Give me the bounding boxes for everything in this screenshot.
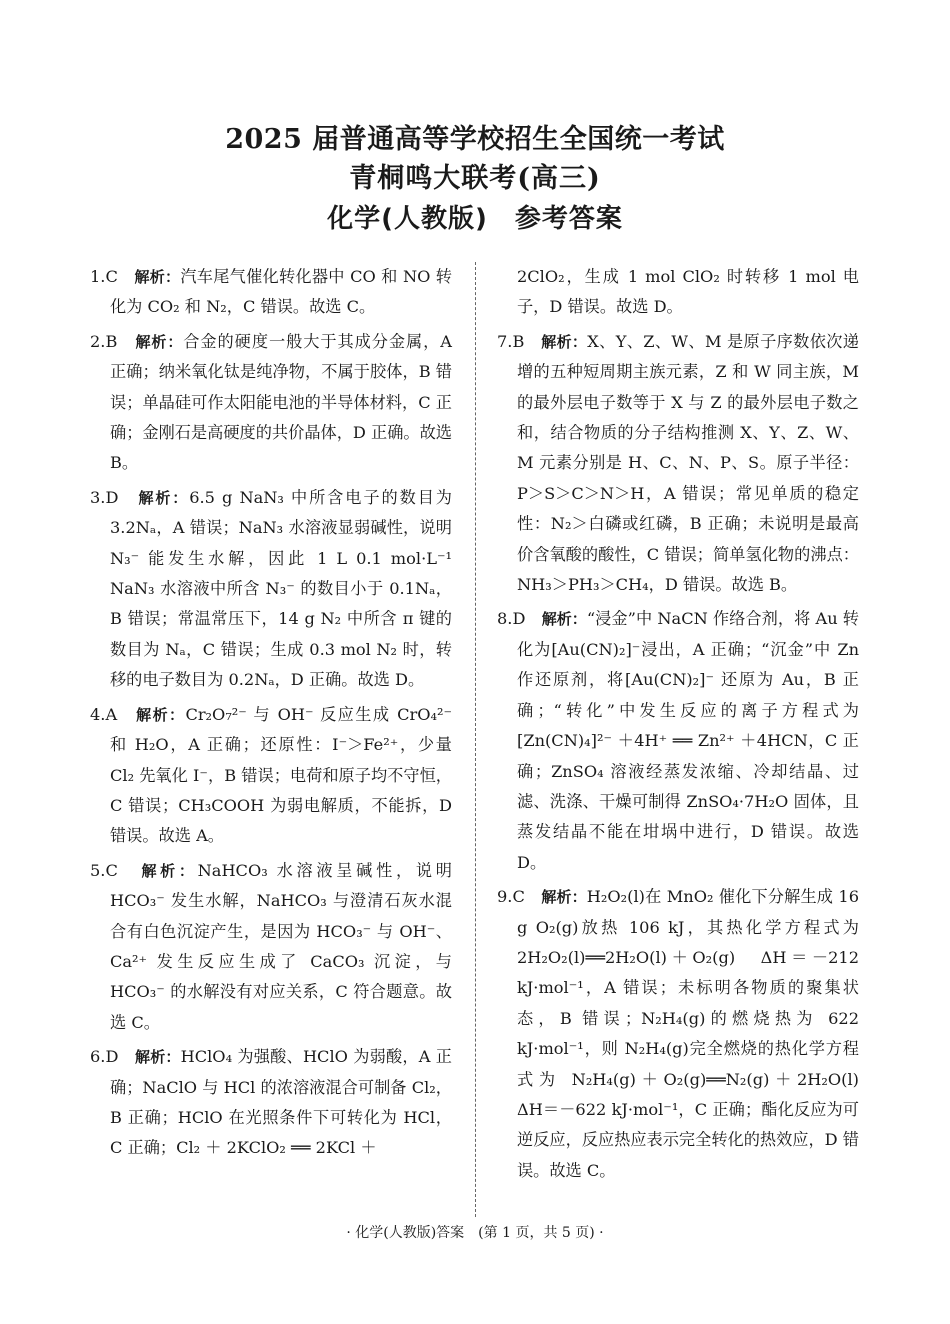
page-footer: · 化学(人教版)答案 (第 1 页，共 5 页) · (346, 1225, 604, 1241)
answer-explanation: 合金的硬度一般大于其成分金属，A 正确；纳米氧化钛是纯净物，不属于胶体，B 错误；单晶硅可作太阳能电池的半导体材料，C 正确；金刚石是高硬度的共价晶体，D 正确。故选 B。 (110, 331, 452, 473)
question-number: 9.C (497, 887, 525, 907)
exam-title: 2025 届普通高等学校招生全国统一考试 (225, 124, 725, 155)
answer-item-3 (90, 483, 452, 696)
answer-explanation: Cr₂O₇²⁻ 与 OH⁻ 反应生成 CrO₄²⁻ 和 H₂O，A 正确；还原性：I⁻＞Fe²⁺，少量 Cl₂ 先氧化 I⁻，B 错误；电荷和原子均不守恒，C 错误；CH₃COOH 为弱电解质，不能拆，D 错误。故选 A。 (110, 704, 452, 846)
answer-item-9 (497, 882, 876, 1186)
analysis-label: 解析： (134, 268, 181, 286)
answer-item-6 (90, 1042, 452, 1164)
question-number: 4.A (90, 704, 118, 724)
question-number: 5.C (90, 860, 118, 880)
question-number: 8.D (497, 609, 526, 629)
exam-subtitle: 青桐鸣大联考(高三) (349, 163, 601, 194)
answer-item-7 (497, 327, 859, 601)
question-number: 2.B (90, 331, 118, 351)
answer-item-5 (90, 856, 452, 1038)
question-number: 1.C (90, 267, 118, 286)
answer-explanation: H₂O₂(l)在 MnO₂ 催化下分解生成 16 g O₂(g)放热 106 kJ，其热化学方程式为 2H₂O₂(l)══2H₂O(l)＋O₂(g) ΔH＝－212 kJ·mol⁻¹，A 错误；未标明各物质的聚集状态，B 错误；N₂H₄(g)的燃烧热为 622 kJ·mol⁻¹，则 N₂H₄(g)完全燃烧的热化学方程式为 N₂H₄(g)＋O₂(g)══N₂(g)＋2H₂O(l) ΔH＝－622 kJ·mol⁻¹，C 正确；酯化反应为可逆反应，反应热应表示完全转化的热效应，D 错误。故选 C。 (517, 887, 876, 1180)
answer-key-title: 化学(人教版) 参考答案 (327, 204, 623, 234)
answer-explanation: HClO₄ 为强酸、HClO 为弱酸，A 正确；NaClO 与 HCl 的浓溶液混合可制备 Cl₂，B 正确；HClO 在光照条件下可转化为 HCl，C 正确；Cl₂ ＋ 2KClO₂ ══ 2KCl ＋ (110, 1047, 452, 1158)
analysis-label: 解析： (138, 488, 190, 507)
answer-explanation: 汽车尾气催化转化器中 CO 和 NO 转化为 CO₂ 和 N₂，C 错误。故选 C。 (110, 267, 452, 317)
answer-item-6-continued: 2ClO₂，生成 1 mol ClO₂ 时转移 1 mol 电子，D 错误。故选 D。 (517, 267, 859, 317)
answer-item-2 (90, 327, 452, 479)
analysis-label: 解析： (141, 861, 198, 880)
left-column (90, 262, 452, 1168)
column-divider (475, 262, 476, 1217)
question-number: 6.D (90, 1047, 119, 1067)
question-number: 7.B (497, 331, 525, 351)
analysis-label: 解析： (135, 332, 184, 351)
answer-explanation: NaHCO₃ 水溶液呈碱性，说明 HCO₃⁻ 发生水解，NaHCO₃ 与澄清石灰水混合有白色沉淀产生，是因为 HCO₃⁻ 与 OH⁻、Ca²⁺ 发生反应生成了 CaCO₃ 沉淀，与 HCO₃⁻ 的水解没有对应关系，C 符合题意。故选 C。 (110, 860, 452, 1032)
question-number: 3.D (90, 487, 119, 507)
analysis-label: 解析： (541, 332, 588, 351)
analysis-label: 解析： (136, 705, 186, 724)
answer-item-8 (497, 604, 859, 878)
answer-explanation: X、Y、Z、W、M 是原子序数依次递增的五种短周期主族元素，Z 和 W 同主族，M 的最外层电子数等于 X 与 Z 的最外层电子数之和，结合物质的分子结构推测 X、Y、Z、W、M 元素分别是 H、C、N、P、S。原子半径：P＞S＞C＞N＞H，A 错误；常见单质的稳定性：N₂＞白磷或红磷，B 正确；未说明是最高价含氧酸的酸性，C 错误；简单氢化物的沸点：NH₃＞PH₃＞CH₄，D 错误。故选 B。 (517, 331, 859, 595)
answer-explanation: “浸金”中 NaCN 作络合剂，将 Au 转化为[Au(CN)₂]⁻浸出，A 正确；“沉金”中 Zn 作还原剂，将[Au(CN)₂]⁻ 还原为 Au，B 正确；“转化”中发生反应的离子方程式为 [Zn(CN)₄]²⁻ ＋4H⁺ ══ Zn²⁺ ＋4HCN，C 正确；ZnSO₄ 溶液经蒸发浓缩、冷却结晶、过滤、洗涤、干燥可制得 ZnSO₄·7H₂O 固体，且蒸发结晶不能在坩埚中进行，D 错误。故选 D。 (517, 609, 859, 872)
analysis-label: 解析： (541, 610, 587, 629)
right-column (497, 262, 876, 1190)
answer-item-4 (90, 700, 452, 852)
analysis-label: 解析： (541, 888, 587, 907)
answer-explanation: 6.5 g NaN₃ 中所含电子的数目为 3.2Nₐ，A 错误；NaN₃ 水溶液显弱碱性，说明 N₃⁻ 能发生水解，因此 1 L 0.1 mol·L⁻¹ NaN₃ 水溶液中所含 N₃⁻ 的数目小于 0.1Nₐ，B 错误；常温常压下，14 g N₂ 中所含 π 键的数目为 Nₐ，C 错误；生成 0.3 mol N₂ 时，转移的电子数目为 0.2Nₐ，D 正确。故选 D。 (110, 487, 452, 690)
analysis-label: 解析： (135, 1048, 181, 1067)
answer-item-1 (90, 262, 452, 323)
